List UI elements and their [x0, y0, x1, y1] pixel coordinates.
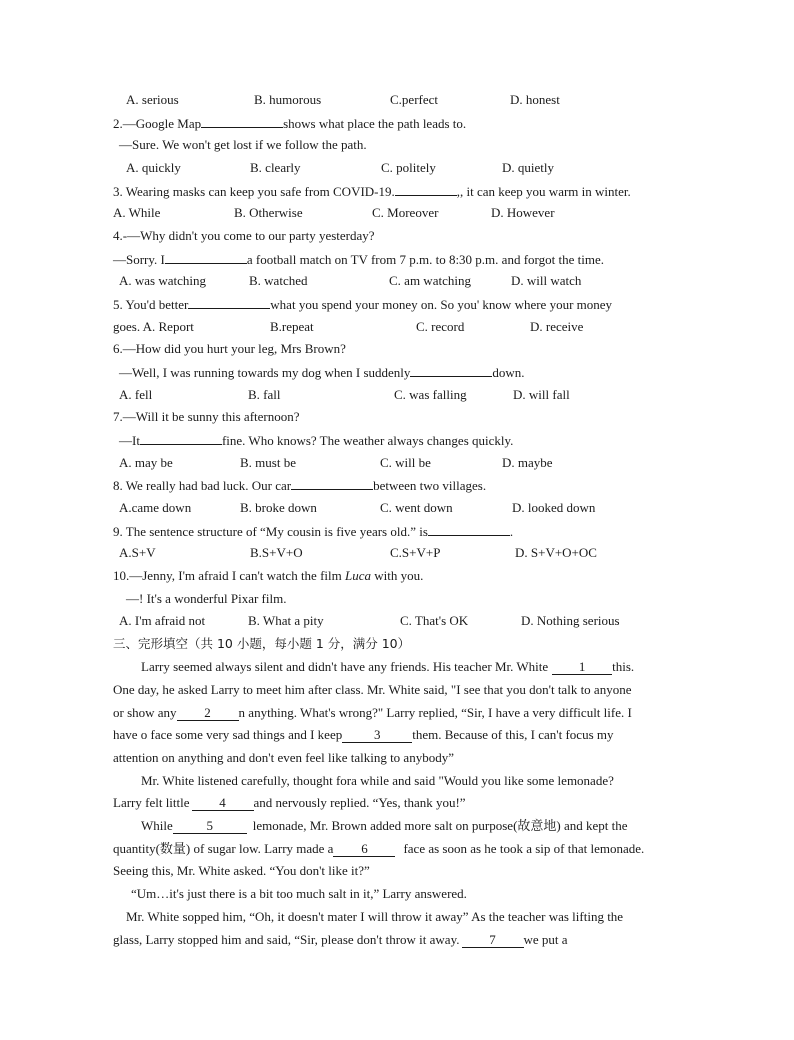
q2-option-d: D. quietly [502, 160, 554, 175]
q7-blank[interactable] [140, 431, 222, 445]
blank-1[interactable]: 1 [552, 660, 612, 675]
q3-option-a: A. While [113, 205, 161, 220]
q5-option-a: goes. A. Report [113, 319, 194, 334]
q3-option-b: B. Otherwise [234, 205, 303, 220]
passage-p2-line2 [113, 794, 466, 812]
blank-3[interactable]: 3 [342, 728, 412, 743]
q5-option-c: C. record [416, 319, 465, 334]
q5-stem-b: what you spend your money on. So you' know where your money [270, 297, 613, 312]
passage-text: lemonade, Mr. Brown added more salt on purpose(故意地) and kept the [252, 818, 628, 833]
q7-option-c: C. will be [380, 455, 431, 470]
q8-stem-a: 8. We really had bad luck. Our car [113, 478, 292, 493]
q4-option-a: A. was watching [119, 273, 207, 288]
q6-reply-a: —Well, I was running towards my dog when I suddenly [119, 365, 411, 380]
q9-option-d: D. S+V+O+OC [515, 545, 597, 560]
q5-stem [113, 295, 612, 314]
q10-option-d: D. Nothing serious [521, 613, 620, 628]
q9-blank[interactable] [428, 522, 510, 536]
q10-stem-a: 10.—Jenny, I'm afraid I can't watch the film [113, 568, 345, 583]
passage-p2-line1: Mr. White listened carefully, thought fora while and said "Would you like some lemonade? [141, 773, 614, 788]
q1-option-a: A. serious [126, 92, 179, 107]
passage-p3-line3: Seeing this, Mr. White asked. “You don't like it?” [113, 863, 370, 878]
q4-option-b: B. watched [249, 273, 308, 288]
q4-blank[interactable] [165, 250, 247, 264]
passage-p1-line2: One day, he asked Larry to meet him after class. Mr. White said, "I see that you don't talk to anyone [113, 682, 632, 697]
q6-reply-b: down. [492, 365, 525, 380]
q1-option-b: B. humorous [254, 92, 322, 107]
q4-option-c: C. am watching [389, 273, 471, 288]
q9-stem-a: 9. The sentence structure of “My cousin is five years old.” is [113, 524, 428, 539]
q2-stem [113, 114, 466, 133]
passage-text: n anything. What's wrong?" Larry replied, “Sir, I have a very difficult life. I [238, 705, 632, 720]
q10-option-a: A. I'm afraid not [119, 613, 206, 628]
blank-7[interactable]: 7 [462, 933, 524, 948]
q7-option-a: A. may be [119, 455, 173, 470]
q7-option-b: B. must be [240, 455, 296, 470]
q7-reply-a: —It [119, 433, 140, 448]
passage-text: glass, Larry stopped him and said, “Sir, please don't throw it away. [113, 932, 460, 947]
q3-stem-a: 3. Wearing masks can keep you safe from COVID-19. [113, 184, 395, 199]
q2-stem-b: shows what place the path leads to. [283, 116, 467, 131]
q8-option-a: A.came down [119, 500, 192, 515]
passage-p3-line1 [141, 817, 628, 835]
q7-option-d: D. maybe [502, 455, 553, 470]
blank-4[interactable]: 4 [192, 796, 254, 811]
q9-option-c: C.S+V+P [390, 545, 441, 560]
q10-option-b: B. What a pity [248, 613, 324, 628]
passage-p1-line5: attention on anything and don't even feel like talking to anybody” [113, 750, 454, 765]
passage-p1-line4 [113, 726, 614, 744]
q3-stem [113, 182, 631, 201]
q2-option-b: B. clearly [250, 160, 301, 175]
q3-blank[interactable] [395, 182, 457, 196]
q6-option-d: D. will fall [513, 387, 570, 402]
passage-text: While [141, 818, 173, 833]
passage-text: Larry felt little [113, 795, 190, 810]
q1-option-c: C.perfect [390, 92, 439, 107]
q1-option-d: D. honest [510, 92, 560, 107]
passage-text: quantity(数量) of sugar low. Larry made a [113, 841, 334, 856]
q5-blank[interactable] [188, 295, 270, 309]
q4-reply-b: a football match on TV from 7 p.m. to 8:30 p.m. and forgot the time. [246, 252, 604, 267]
q7-stem: 7.—Will it be sunny this afternoon? [113, 409, 300, 424]
passage-text: this. [612, 659, 635, 674]
passage-text: Larry seemed always silent and didn't have any friends. His teacher Mr. White [141, 659, 549, 674]
q6-blank[interactable] [410, 363, 492, 377]
passage-p5-line2 [113, 931, 568, 949]
q8-option-d: D. looked down [512, 500, 596, 515]
section-3-title: 三、完形填空（共 10 小题，每小题 1 分，满分 10） [113, 636, 411, 651]
blank-6[interactable]: 6 [333, 842, 395, 857]
q3-option-c: C. Moreover [372, 205, 439, 220]
q2-stem-a: 2.—Google Map [113, 116, 202, 131]
q6-option-b: B. fall [248, 387, 281, 402]
q10-film-title: Luca [345, 568, 371, 583]
q4-option-d: D. will watch [511, 273, 582, 288]
q8-stem [113, 476, 486, 495]
q2-option-a: A. quickly [126, 160, 181, 175]
passage-p3-line2 [113, 840, 644, 858]
q8-option-b: B. broke down [240, 500, 317, 515]
q9-stem-b: . [509, 524, 514, 539]
q5-option-b: B.repeat [270, 319, 314, 334]
q2-blank[interactable] [201, 114, 283, 128]
passage-text: we put a [523, 932, 568, 947]
q8-option-c: C. went down [380, 500, 453, 515]
q4-reply [113, 250, 604, 269]
q4-reply-a: —Sorry. I [113, 252, 165, 267]
q10-stem-b: with you. [371, 568, 424, 583]
q10-stem [113, 567, 423, 585]
q5-option-d: D. receive [530, 319, 584, 334]
passage-text: face as soon as he took a sip of that lemonade. [403, 841, 645, 856]
q3-option-d: D. However [491, 205, 555, 220]
q8-stem-b: between two villages. [373, 478, 487, 493]
passage-p5-line1: Mr. White sopped him, “Oh, it doesn't mater I will throw it away” As the teacher was lifting the [126, 909, 624, 924]
passage-p1-line3 [113, 704, 632, 722]
q2-reply: —Sure. We won't get lost if we follow the path. [119, 137, 367, 152]
passage-text: them. Because of this, I can't focus my [412, 727, 614, 742]
blank-5[interactable]: 5 [173, 819, 247, 834]
q3-stem-b: ,, it can keep you warm in winter. [456, 184, 631, 199]
q4-stem: 4.-—Why didn't you come to our party yesterday? [113, 228, 375, 243]
q9-option-b: B.S+V+O [250, 545, 303, 560]
q9-option-a: A.S+V [119, 545, 156, 560]
q9-stem [113, 522, 513, 541]
q5-stem-a: 5. You'd better [113, 297, 189, 312]
q6-stem: 6.—How did you hurt your leg, Mrs Brown? [113, 341, 346, 356]
q8-blank[interactable] [291, 476, 373, 490]
q7-reply-b: fine. Who knows? The weather always changes quickly. [221, 433, 514, 448]
q6-reply [119, 363, 525, 382]
q6-option-c: C. was falling [394, 387, 467, 402]
passage-p1-line1 [141, 658, 634, 676]
passage-text: have o face some very sad things and I keep [113, 727, 343, 742]
q10-reply: —! It's a wonderful Pixar film. [126, 591, 287, 606]
blank-2[interactable]: 2 [177, 706, 239, 721]
passage-p4-line1: “Um…it's just there is a bit too much salt in it,” Larry answered. [131, 886, 467, 901]
q10-option-c: C. That's OK [400, 613, 469, 628]
passage-text: and nervously replied. “Yes, thank you!” [253, 795, 466, 810]
q2-option-c: C. politely [381, 160, 436, 175]
passage-text: or show any [113, 705, 177, 720]
q6-option-a: A. fell [119, 387, 153, 402]
q7-reply [119, 431, 513, 450]
